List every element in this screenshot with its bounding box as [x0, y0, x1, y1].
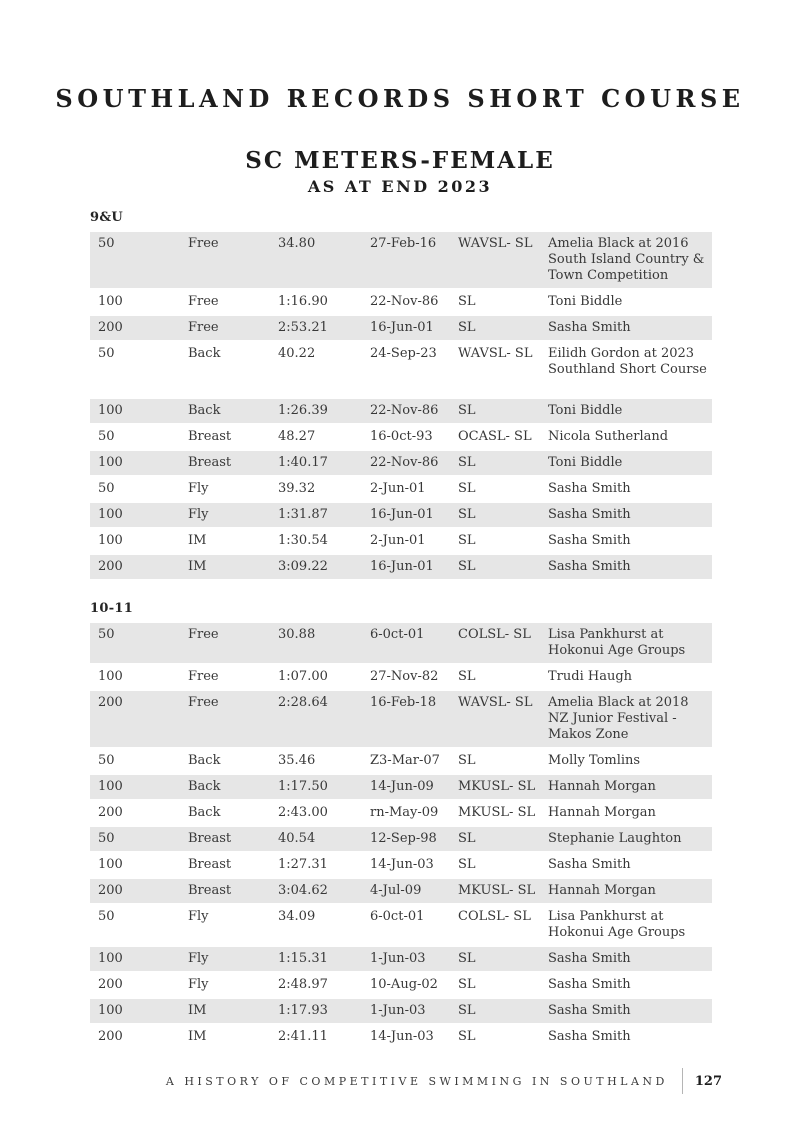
table-row — [90, 1025, 712, 1049]
as-at-date: AS AT END 2023 — [307, 177, 493, 196]
cell-distance: 200 — [98, 559, 123, 574]
cell-distance: 50 — [98, 831, 115, 846]
cell-time: 1:40.17 — [278, 455, 328, 470]
cell-time: 1:17.93 — [278, 1003, 328, 1018]
cell-holder: Trudi Haugh — [548, 669, 633, 684]
cell-club: WAVSL- SL — [458, 236, 533, 251]
cell-distance: 200 — [98, 977, 123, 992]
cell-stroke: Free — [188, 627, 219, 642]
cell-date: 16-Jun-01 — [370, 320, 434, 335]
cell-club: WAVSL- SL — [458, 695, 533, 710]
table-row — [90, 947, 712, 971]
cell-stroke: IM — [188, 533, 207, 548]
cell-club: SL — [458, 507, 476, 522]
cell-date: 10-Aug-02 — [370, 977, 438, 992]
cell-stroke: Back — [188, 346, 221, 361]
cell-distance: 200 — [98, 695, 123, 710]
cell-holder: Sasha Smith — [548, 1003, 631, 1018]
cell-holder: Hannah Morgan — [548, 883, 656, 898]
table-row — [90, 477, 712, 501]
cell-distance: 50 — [98, 236, 115, 251]
cell-date: 22-Nov-86 — [370, 455, 439, 470]
cell-date: 16-Jun-01 — [370, 559, 434, 574]
cell-stroke: Breast — [188, 455, 232, 470]
cell-distance: 200 — [98, 1029, 123, 1044]
cell-stroke: IM — [188, 1029, 207, 1044]
table-row — [90, 425, 712, 449]
cell-stroke: Free — [188, 695, 219, 710]
cell-time: 34.09 — [278, 909, 316, 924]
cell-time: 2:28.64 — [278, 695, 328, 710]
cell-stroke: IM — [188, 559, 207, 574]
cell-club: SL — [458, 857, 476, 872]
cell-distance: 100 — [98, 455, 123, 470]
cell-club: WAVSL- SL — [458, 346, 533, 361]
footer-divider — [682, 1068, 683, 1094]
cell-club: SL — [458, 753, 476, 768]
cell-time: 3:04.62 — [278, 883, 328, 898]
table-row — [90, 555, 712, 579]
table-row — [90, 623, 712, 663]
cell-time: 1:31.87 — [278, 507, 328, 522]
cell-date: Z3-Mar-07 — [370, 753, 440, 768]
table-row — [90, 342, 712, 397]
cell-time: 1:15.31 — [278, 951, 328, 966]
cell-time: 48.27 — [278, 429, 316, 444]
cell-stroke: Fly — [188, 951, 209, 966]
page-footer — [166, 1068, 722, 1094]
cell-date: rn-May-09 — [370, 805, 439, 820]
table-row — [90, 801, 712, 825]
cell-holder: Eilidh Gordon at 2023 Southland Short Course — [548, 346, 707, 377]
cell-date: 14-Jun-03 — [370, 1029, 434, 1044]
cell-holder: Sasha Smith — [548, 507, 631, 522]
records-content — [90, 210, 712, 1049]
cell-club: COLSL- SL — [458, 909, 531, 924]
table-row — [90, 451, 712, 475]
cell-stroke: Free — [188, 669, 219, 684]
table-row — [90, 879, 712, 903]
table-row — [90, 853, 712, 877]
cell-distance: 50 — [98, 346, 115, 361]
cell-stroke: Free — [188, 294, 219, 309]
cell-time: 40.22 — [278, 346, 316, 361]
cell-stroke: Fly — [188, 909, 209, 924]
cell-stroke: Fly — [188, 481, 209, 496]
cell-stroke: Back — [188, 403, 221, 418]
cell-time: 2:41.11 — [278, 1029, 328, 1044]
page-title: SOUTHLAND RECORDS SHORT COURSE — [55, 84, 745, 113]
cell-stroke: Free — [188, 236, 219, 251]
cell-holder: Sasha Smith — [548, 559, 631, 574]
cell-time: 40.54 — [278, 831, 316, 846]
cell-club: SL — [458, 403, 476, 418]
cell-date: 14-Jun-09 — [370, 779, 434, 794]
cell-time: 2:43.00 — [278, 805, 328, 820]
cell-distance: 50 — [98, 429, 115, 444]
cell-distance: 100 — [98, 669, 123, 684]
cell-club: SL — [458, 481, 476, 496]
cell-club: SL — [458, 831, 476, 846]
cell-time: 1:17.50 — [278, 779, 328, 794]
cell-date: 12-Sep-98 — [370, 831, 437, 846]
cell-stroke: Back — [188, 805, 221, 820]
cell-distance: 100 — [98, 951, 123, 966]
cell-holder: Sasha Smith — [548, 1029, 631, 1044]
cell-holder: Sasha Smith — [548, 533, 631, 548]
cell-time: 35.46 — [278, 753, 316, 768]
cell-club: MKUSL- SL — [458, 779, 536, 794]
cell-time: 3:09.22 — [278, 559, 328, 574]
cell-date: 2-Jun-01 — [370, 481, 426, 496]
cell-holder: Lisa Pankhurst at Hokonui Age Groups — [548, 627, 686, 658]
table-row — [90, 691, 712, 747]
cell-date: 22-Nov-86 — [370, 403, 439, 418]
cell-holder: Amelia Black at 2018 NZ Junior Festival - Makos Zone — [548, 695, 689, 742]
cell-time: 1:30.54 — [278, 533, 328, 548]
table-row — [90, 999, 712, 1023]
cell-distance: 50 — [98, 909, 115, 924]
section-10-11 — [90, 601, 712, 1049]
cell-distance: 100 — [98, 294, 123, 309]
section-9-and-under — [90, 210, 712, 579]
cell-club: SL — [458, 455, 476, 470]
cell-distance: 100 — [98, 857, 123, 872]
cell-club: SL — [458, 533, 476, 548]
cell-distance: 50 — [98, 481, 115, 496]
cell-club: SL — [458, 977, 476, 992]
cell-date: 16-0ct-93 — [370, 429, 433, 444]
cell-date: 14-Jun-03 — [370, 857, 434, 872]
cell-distance: 200 — [98, 320, 123, 335]
cell-stroke: Fly — [188, 507, 209, 522]
cell-club: SL — [458, 951, 476, 966]
cell-distance: 200 — [98, 883, 123, 898]
table-row — [90, 290, 712, 314]
cell-time: 1:26.39 — [278, 403, 328, 418]
table-row — [90, 232, 712, 288]
cell-distance: 100 — [98, 403, 123, 418]
cell-date: 6-0ct-01 — [370, 909, 425, 924]
cell-distance: 100 — [98, 507, 123, 522]
cell-distance: 50 — [98, 627, 115, 642]
cell-distance: 100 — [98, 1003, 123, 1018]
cell-club: SL — [458, 1003, 476, 1018]
table-row — [90, 973, 712, 997]
cell-holder: Nicola Sutherland — [548, 429, 669, 444]
table-row — [90, 827, 712, 851]
cell-date: 24-Sep-23 — [370, 346, 437, 361]
cell-stroke: Breast — [188, 429, 232, 444]
cell-date: 1-Jun-03 — [370, 951, 426, 966]
cell-time: 1:27.31 — [278, 857, 328, 872]
cell-date: 16-Jun-01 — [370, 507, 434, 522]
cell-date: 22-Nov-86 — [370, 294, 439, 309]
cell-holder: Toni Biddle — [548, 403, 623, 418]
cell-club: SL — [458, 294, 476, 309]
cell-club: SL — [458, 669, 476, 684]
cell-time: 2:53.21 — [278, 320, 328, 335]
cell-date: 27-Feb-16 — [370, 236, 437, 251]
cell-holder: Toni Biddle — [548, 294, 623, 309]
cell-time: 1:07.00 — [278, 669, 328, 684]
cell-date: 1-Jun-03 — [370, 1003, 426, 1018]
records-table — [90, 623, 712, 1049]
cell-club: OCASL- SL — [458, 429, 532, 444]
cell-holder: Stephanie Laughton — [548, 831, 682, 846]
cell-date: 6-0ct-01 — [370, 627, 425, 642]
cell-holder: Molly Tomlins — [548, 753, 641, 768]
cell-stroke: IM — [188, 1003, 207, 1018]
cell-holder: Sasha Smith — [548, 481, 631, 496]
cell-stroke: Free — [188, 320, 219, 335]
cell-distance: 50 — [98, 753, 115, 768]
page-number: 127 — [694, 1073, 722, 1089]
cell-club: MKUSL- SL — [458, 883, 536, 898]
cell-date: 4-Jul-09 — [370, 883, 422, 898]
footer-book-title: A HISTORY OF COMPETITIVE SWIMMING IN SOUTHLAND — [165, 1074, 668, 1088]
section-label: 9&U — [90, 210, 124, 225]
cell-time: 2:48.97 — [278, 977, 328, 992]
cell-date: 16-Feb-18 — [370, 695, 437, 710]
table-row — [90, 749, 712, 773]
page-subtitle: SC METERS-FEMALE — [245, 147, 555, 174]
cell-club: SL — [458, 1029, 476, 1044]
cell-date: 27-Nov-82 — [370, 669, 439, 684]
table-row — [90, 775, 712, 799]
cell-stroke: Breast — [188, 857, 232, 872]
cell-distance: 100 — [98, 533, 123, 548]
cell-holder: Sasha Smith — [548, 320, 631, 335]
cell-holder: Amelia Black at 2016 South Island Country & Town Competition — [548, 236, 705, 283]
cell-stroke: Fly — [188, 977, 209, 992]
section-label: 10-11 — [90, 601, 134, 616]
cell-club: COLSL- SL — [458, 627, 531, 642]
cell-distance: 100 — [98, 779, 123, 794]
cell-time: 39.32 — [278, 481, 316, 496]
table-row — [90, 665, 712, 689]
cell-holder: Sasha Smith — [548, 857, 631, 872]
cell-holder: Sasha Smith — [548, 977, 631, 992]
table-row — [90, 529, 712, 553]
cell-holder: Hannah Morgan — [548, 805, 656, 820]
cell-club: MKUSL- SL — [458, 805, 536, 820]
cell-stroke: Back — [188, 779, 221, 794]
cell-holder: Hannah Morgan — [548, 779, 656, 794]
cell-stroke: Back — [188, 753, 221, 768]
cell-holder: Toni Biddle — [548, 455, 623, 470]
cell-time: 34.80 — [278, 236, 316, 251]
cell-distance: 200 — [98, 805, 123, 820]
cell-club: SL — [458, 559, 476, 574]
cell-time: 30.88 — [278, 627, 316, 642]
records-table — [90, 232, 712, 579]
page-header — [0, 0, 800, 196]
table-row — [90, 316, 712, 340]
cell-club: SL — [458, 320, 476, 335]
cell-holder: Lisa Pankhurst at Hokonui Age Groups — [548, 909, 686, 940]
cell-stroke: Breast — [188, 883, 232, 898]
table-row — [90, 503, 712, 527]
table-row — [90, 905, 712, 945]
table-row — [90, 399, 712, 423]
cell-date: 2-Jun-01 — [370, 533, 426, 548]
cell-stroke: Breast — [188, 831, 232, 846]
cell-time: 1:16.90 — [278, 294, 328, 309]
cell-holder: Sasha Smith — [548, 951, 631, 966]
